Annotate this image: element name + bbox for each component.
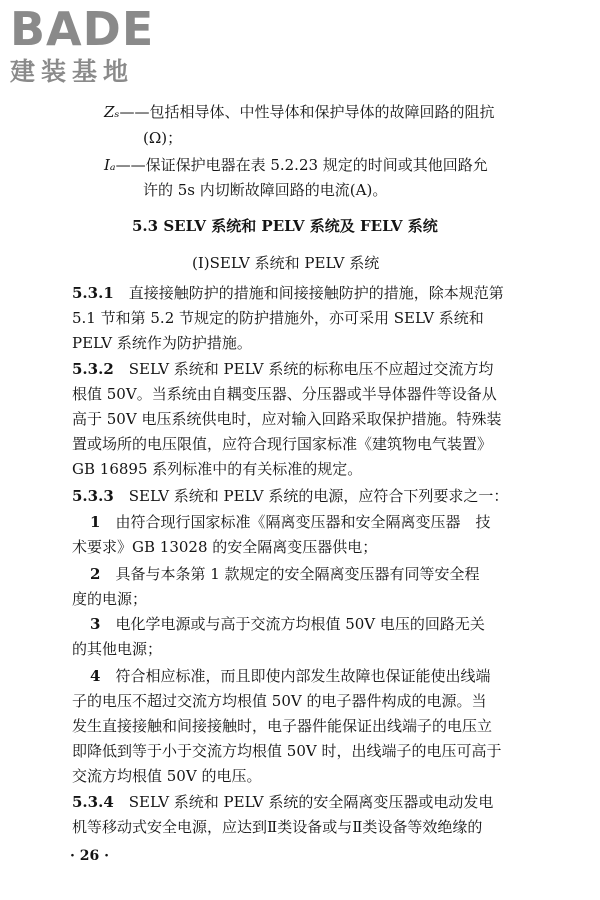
paragraph-line: 机等移动式安全电源，应达到Ⅱ类设备或与Ⅱ类设备等效绝缘的 (72, 818, 483, 836)
list-item-4 (90, 666, 490, 686)
paragraph-line: 子的电压不超过交流方均根值 50V 的电子器件构成的电源。当 (72, 692, 487, 710)
list-item-3 (90, 614, 485, 634)
list-item-2 (90, 564, 480, 584)
clause-5-3-1 (72, 283, 504, 303)
definition-zs (104, 102, 495, 122)
clause-number: 5.3.2 (72, 360, 114, 378)
clause-text: SELV 系统和 PELV 系统的标称电压不应超过交流方均 (128, 360, 494, 378)
paragraph-line: 发生直接接触和间接接触时，电子器件能保证出线端子的电压立 (72, 717, 493, 735)
paragraph-line: 根值 50V。当系统由自耦变压器、分压器或半导体器件等设备从 (72, 385, 497, 403)
item-text: 电化学电源或与高于交流方均根值 50V 电压的回路无关 (115, 615, 485, 633)
definition-continuation: (Ω)； (143, 129, 183, 147)
clause-number: 5.3.3 (72, 487, 114, 505)
paragraph-line: 交流方均根值 50V 的电压。 (72, 767, 262, 785)
clause-text: SELV 系统和 PELV 系统的安全隔离变压器或电动发电 (128, 793, 494, 811)
paragraph-line: 术要求》GB 13028 的安全隔离变压器供电； (72, 538, 378, 556)
paragraph-line: 5.1 节和第 5.2 节规定的防护措施外，亦可采用 SELV 系统和 (72, 309, 484, 327)
paragraph-line: GB 16895 系列标准中的有关标准的规定。 (72, 460, 363, 478)
item-text: 由符合现行国家标准《隔离变压器和安全隔离变压器 技 (115, 513, 491, 531)
logo-wordmark: BADE (10, 2, 155, 56)
definition-continuation: 许的 5s 内切断故障回路的电流(A)。 (143, 181, 388, 199)
clause-text: SELV 系统和 PELV 系统的电源，应符合下列要求之一： (128, 487, 509, 505)
definition-text: 保证保护电器在表 5.2.23 规定的时间或其他回路允 (145, 156, 488, 174)
clause-number: 5.3.1 (72, 284, 114, 302)
definition-ia (104, 155, 488, 175)
paragraph-line: PELV 系统作为防护措施。 (72, 334, 252, 352)
definition-text: 包括相导体、中性导体和保护导体的故障回路的阻抗 (149, 103, 495, 121)
paragraph-line: 即降低到等于小于交流方均根值 50V 时，出线端子的电压可高于 (72, 742, 502, 760)
clause-5-3-4 (72, 792, 493, 812)
paragraph-line: 置或场所的电压限值，应符合现行国家标准《建筑物电气装置》 (72, 435, 493, 453)
item-number: 3 (90, 615, 101, 633)
subsection-title: (Ⅰ)SELV 系统和 PELV 系统 (192, 254, 380, 272)
logo-chinese-text: 建装基地 (10, 57, 135, 86)
paragraph-line: 的其他电源； (72, 640, 163, 658)
paragraph-line: 高于 50V 电压系统供电时，应对输入回路采取保护措施。特殊装 (72, 410, 502, 428)
definition-dash: —— (119, 103, 150, 121)
symbol-ia: Iₐ (104, 156, 116, 174)
item-number: 4 (90, 667, 101, 685)
item-number: 1 (90, 513, 101, 531)
definition-dash: —— (115, 156, 146, 174)
page-number: · 26 · (70, 848, 109, 864)
symbol-zs: Zₛ (104, 103, 120, 121)
clause-5-3-2 (72, 359, 493, 379)
list-item-1 (90, 512, 490, 532)
section-title: 5.3 SELV 系统和 PELV 系统及 FELV 系统 (132, 217, 438, 235)
clause-number: 5.3.4 (72, 793, 114, 811)
item-number: 2 (90, 565, 101, 583)
paragraph-line: 度的电源； (72, 590, 148, 608)
item-text: 符合相应标准，而且即使内部发生故障也保证能使出线端 (115, 667, 491, 685)
clause-5-3-3 (72, 486, 508, 506)
clause-text: 直接接触防护的措施和间接接触防护的措施，除本规范第 (128, 284, 504, 302)
item-text: 具备与本条第 1 款规定的安全隔离变压器有同等安全程 (115, 565, 480, 583)
